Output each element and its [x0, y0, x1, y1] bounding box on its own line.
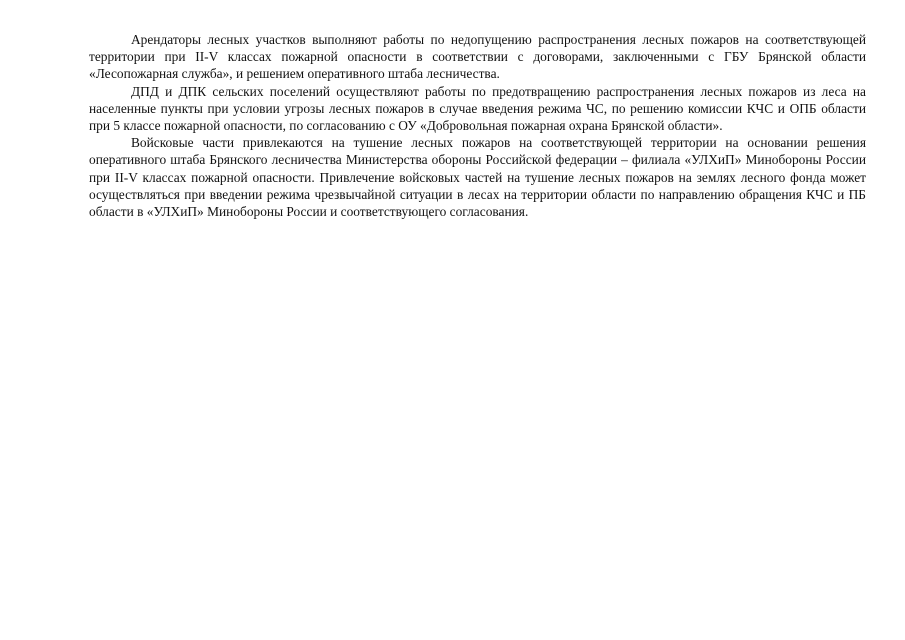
- paragraph-volunteer-fire-brigades: ДПД и ДПК сельских поселений осуществляют работы по предотвращению распространения лесных пожаров из леса на населенные пункты при условии угрозы лесных пожаров в случае введения режима ЧС, по решению комиссии КЧС и ОПБ области при 5 классе пожарной опасности, по согласованию с ОУ «Добровольная пожарная охрана Брянской области».: [89, 83, 866, 134]
- document-body: [89, 31, 866, 220]
- paragraph-military-units: Войсковые части привлекаются на тушение лесных пожаров на соответствующей территории на основании решения оперативного штаба Брянского лесничества Министерства обороны Российской федерации – филиала «УЛХиП» Минобороны России при II-V классах пожарной опасности. Привлечение войсковых частей на тушение лесных пожаров на землях лесного фонда может осуществляться при введении режима чрезвычайной ситуации в лесах на территории области по направлению обращения КЧС и ПБ области в «УЛХиП» Минобороны России и соответствующего согласования.: [89, 135, 866, 220]
- paragraph-tenants: Арендаторы лесных участков выполняют работы по недопущению распространения лесных пожаров на соответствующей территории при II-V классах пожарной опасности в соответствии с договорами, заключенными с ГБУ Брянской области «Лесопожарная служба», и решением оперативного штаба лесничества.: [89, 32, 866, 82]
